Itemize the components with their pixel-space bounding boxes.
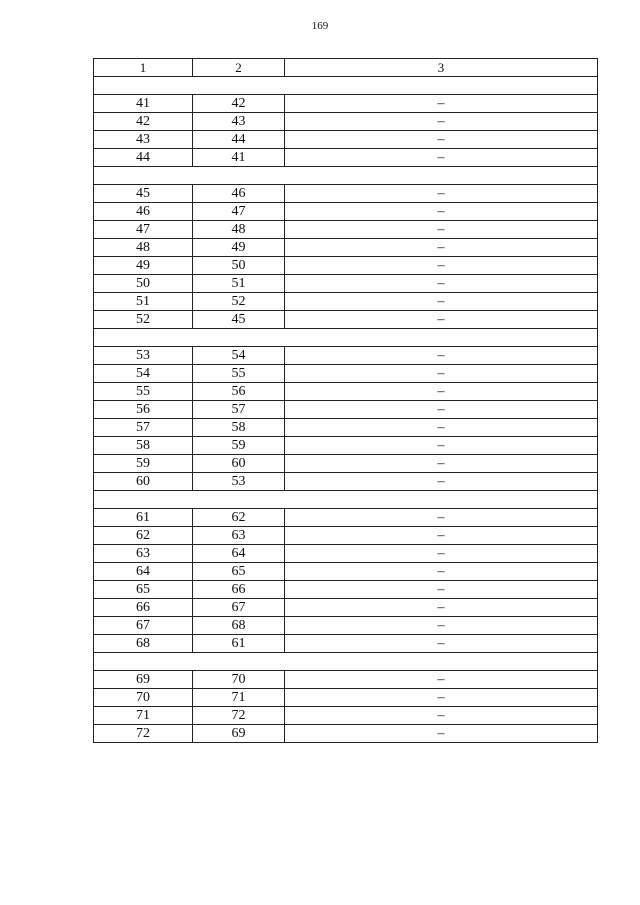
table-row [94, 311, 598, 329]
table-row [94, 527, 598, 545]
table-cell-col3: – [285, 473, 598, 491]
table-cell-col2: 56 [193, 383, 285, 401]
table-cell-col2: 61 [193, 635, 285, 653]
table-cell-col2: 57 [193, 401, 285, 419]
table-cell-col2: 71 [193, 689, 285, 707]
table-cell-col1: 65 [94, 581, 193, 599]
table-cell-col1: 41 [94, 95, 193, 113]
table-cell-col3: – [285, 437, 598, 455]
table-row [94, 383, 598, 401]
table-cell-col1: 66 [94, 599, 193, 617]
table-cell-col3: – [285, 221, 598, 239]
table-cell-col3: – [285, 239, 598, 257]
table-cell-col1: 61 [94, 509, 193, 527]
table-cell-col2: 50 [193, 257, 285, 275]
table-cell-col3: – [285, 509, 598, 527]
table-cell-col2: 63 [193, 527, 285, 545]
table-cell-col1: 47 [94, 221, 193, 239]
table-cell-col1: 57 [94, 419, 193, 437]
table-cell-col3: – [285, 545, 598, 563]
table-row [94, 149, 598, 167]
table-cell-col2: 69 [193, 725, 285, 743]
group-separator-row [94, 77, 598, 95]
table-row [94, 689, 598, 707]
table-cell-col3: – [285, 419, 598, 437]
table-cell-col3: – [285, 293, 598, 311]
table-cell-col1: 56 [94, 401, 193, 419]
header-row [94, 59, 598, 77]
table-row [94, 635, 598, 653]
table-cell-col1: 72 [94, 725, 193, 743]
table-row [94, 365, 598, 383]
table-cell-col3: – [285, 401, 598, 419]
table-row [94, 617, 598, 635]
table-cell-col3: – [285, 95, 598, 113]
table-cell-col3: – [285, 563, 598, 581]
table-row [94, 401, 598, 419]
group-separator-cell [94, 491, 598, 509]
table-cell-col1: 51 [94, 293, 193, 311]
column-header-1: 1 [94, 59, 193, 77]
table-cell-col1: 60 [94, 473, 193, 491]
table-cell-col2: 42 [193, 95, 285, 113]
table-cell-col1: 71 [94, 707, 193, 725]
table-cell-col1: 68 [94, 635, 193, 653]
table-cell-col2: 72 [193, 707, 285, 725]
table-cell-col2: 65 [193, 563, 285, 581]
table-cell-col2: 68 [193, 617, 285, 635]
table-row [94, 239, 598, 257]
column-header-2: 2 [193, 59, 285, 77]
group-separator-cell [94, 329, 598, 347]
table-cell-col2: 41 [193, 149, 285, 167]
table-cell-col2: 58 [193, 419, 285, 437]
table-cell-col2: 51 [193, 275, 285, 293]
table-row [94, 131, 598, 149]
group-separator-cell [94, 653, 598, 671]
table-cell-col1: 46 [94, 203, 193, 221]
table-cell-col2: 60 [193, 455, 285, 473]
table-row [94, 203, 598, 221]
table-cell-col2: 47 [193, 203, 285, 221]
table-cell-col3: – [285, 257, 598, 275]
table-row [94, 113, 598, 131]
table-cell-col2: 62 [193, 509, 285, 527]
table-cell-col1: 43 [94, 131, 193, 149]
table-cell-col2: 52 [193, 293, 285, 311]
table-row [94, 707, 598, 725]
table-row [94, 95, 598, 113]
table-row [94, 473, 598, 491]
table-cell-col1: 45 [94, 185, 193, 203]
table-cell-col1: 55 [94, 383, 193, 401]
table-cell-col3: – [285, 113, 598, 131]
table-row [94, 545, 598, 563]
table-cell-col1: 67 [94, 617, 193, 635]
table-row [94, 437, 598, 455]
table-row [94, 599, 598, 617]
table-row [94, 347, 598, 365]
table-cell-col2: 46 [193, 185, 285, 203]
group-separator-cell [94, 167, 598, 185]
table-cell-col3: – [285, 311, 598, 329]
table-cell-col3: – [285, 131, 598, 149]
table-row [94, 671, 598, 689]
table-cell-col2: 66 [193, 581, 285, 599]
table-cell-col3: – [285, 455, 598, 473]
table-cell-col2: 64 [193, 545, 285, 563]
table-cell-col3: – [285, 149, 598, 167]
table-cell-col2: 49 [193, 239, 285, 257]
table-cell-col1: 52 [94, 311, 193, 329]
table-row [94, 257, 598, 275]
table-row [94, 725, 598, 743]
table-cell-col3: – [285, 365, 598, 383]
table-cell-col1: 53 [94, 347, 193, 365]
table-cell-col2: 44 [193, 131, 285, 149]
table-cell-col3: – [285, 185, 598, 203]
table-cell-col1: 49 [94, 257, 193, 275]
table-cell-col1: 63 [94, 545, 193, 563]
table-cell-col2: 54 [193, 347, 285, 365]
table-cell-col3: – [285, 581, 598, 599]
table-cell-col3: – [285, 275, 598, 293]
data-table [93, 58, 598, 743]
table-cell-col1: 50 [94, 275, 193, 293]
table-row [94, 455, 598, 473]
table-cell-col3: – [285, 527, 598, 545]
table-cell-col1: 62 [94, 527, 193, 545]
table-row [94, 185, 598, 203]
table-cell-col2: 55 [193, 365, 285, 383]
group-separator-row [94, 329, 598, 347]
group-separator-row [94, 491, 598, 509]
table-cell-col2: 45 [193, 311, 285, 329]
table-row [94, 581, 598, 599]
table-cell-col1: 69 [94, 671, 193, 689]
table-cell-col1: 58 [94, 437, 193, 455]
table-cell-col3: – [285, 707, 598, 725]
table-cell-col3: – [285, 383, 598, 401]
page-number: 169 [311, 20, 329, 32]
table-cell-col2: 43 [193, 113, 285, 131]
table-cell-col3: – [285, 689, 598, 707]
table-cell-col1: 42 [94, 113, 193, 131]
table-body [94, 59, 598, 743]
table-cell-col2: 70 [193, 671, 285, 689]
table-cell-col3: – [285, 203, 598, 221]
group-separator-row [94, 167, 598, 185]
table-cell-col2: 53 [193, 473, 285, 491]
group-separator-cell [94, 77, 598, 95]
table-cell-col1: 59 [94, 455, 193, 473]
table-cell-col1: 64 [94, 563, 193, 581]
table-cell-col3: – [285, 599, 598, 617]
table-cell-col3: – [285, 725, 598, 743]
table-cell-col2: 48 [193, 221, 285, 239]
table-row [94, 563, 598, 581]
table-cell-col2: 67 [193, 599, 285, 617]
table-cell-col3: – [285, 617, 598, 635]
table-cell-col1: 44 [94, 149, 193, 167]
table-cell-col1: 48 [94, 239, 193, 257]
table-cell-col1: 54 [94, 365, 193, 383]
table-cell-col3: – [285, 671, 598, 689]
table-row [94, 509, 598, 527]
table-row [94, 275, 598, 293]
table-cell-col1: 70 [94, 689, 193, 707]
group-separator-row [94, 653, 598, 671]
table-row [94, 221, 598, 239]
table-row [94, 293, 598, 311]
column-header-3: 3 [285, 59, 598, 77]
table-cell-col3: – [285, 635, 598, 653]
table-cell-col2: 59 [193, 437, 285, 455]
table-row [94, 419, 598, 437]
table-cell-col3: – [285, 347, 598, 365]
